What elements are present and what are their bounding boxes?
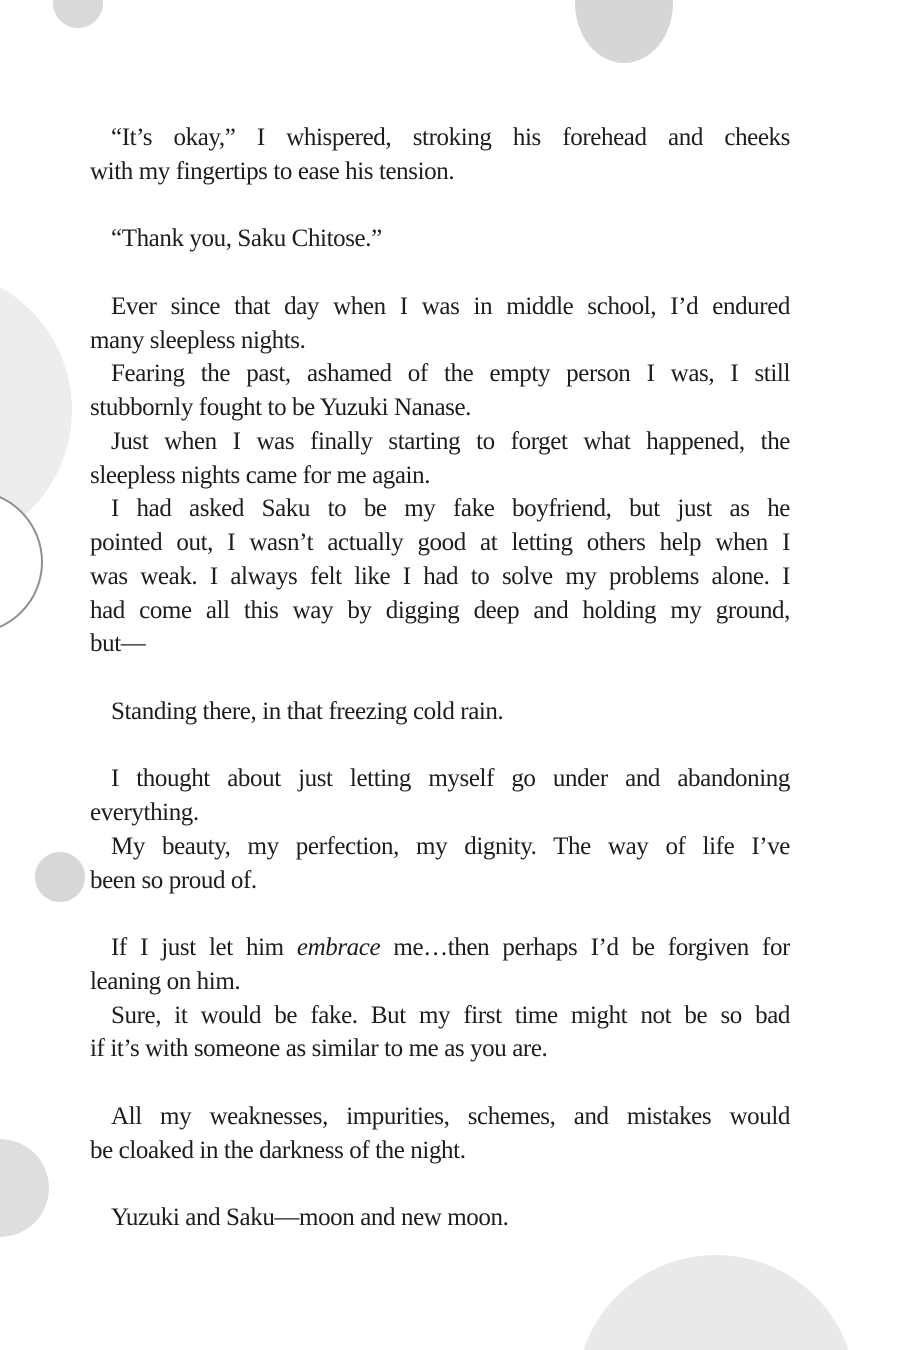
text-line [90, 560, 790, 594]
text-line [90, 222, 790, 256]
paragraph [90, 999, 790, 1067]
paragraph [90, 762, 790, 830]
text-line [90, 290, 790, 324]
text-run: “It’s okay,” I whispered, stroking his forehead and cheeks [111, 124, 790, 151]
text-line [90, 155, 790, 189]
text-line [90, 1100, 790, 1134]
text-run: sleepless nights came for me again. [90, 461, 431, 489]
text-run: everything. [90, 799, 199, 826]
text-line [90, 762, 790, 796]
text-line [90, 425, 790, 459]
text-run: Sure, it would be fake. But my first time might not be so bad [111, 1001, 790, 1029]
text-run: pointed out, I wasn’t actually good at letting others help when I [90, 529, 790, 556]
text-line [90, 1032, 790, 1066]
text-run: stubbornly fought to be Yuzuki Nanase. [90, 394, 472, 421]
text-run: Just when I was finally starting to forget what happened, the [111, 427, 790, 455]
text-run: All my weaknesses, impurities, schemes, and mistakes would [111, 1102, 790, 1130]
text-run: was weak. I always felt like I had to solve my problems alone. I [90, 562, 790, 590]
circle-left-small [35, 852, 85, 902]
text-line [90, 391, 790, 425]
paragraph [90, 425, 790, 493]
text-run: Fearing the past, ashamed of the empty person I was, I still [111, 360, 790, 388]
text-line [90, 999, 790, 1033]
text-run: If I just let him [111, 934, 297, 961]
page-text [90, 121, 790, 1235]
text-line [90, 830, 790, 864]
text-run: Standing there, in that freezing cold rain. [111, 697, 504, 725]
circle-top-left [53, 0, 103, 28]
text-run: I thought about just letting myself go under and abandoning [111, 765, 790, 793]
text-run: I had asked Saku to be my fake boyfriend, but just as he [111, 495, 790, 523]
text-run: Ever since that day when I was in middle school, I’d endured [111, 292, 790, 320]
text-run: had come all this way by digging deep and holding my ground, [90, 596, 790, 624]
text-run: me…then perhaps I’d be forgiven for [380, 934, 790, 961]
text-run: if it’s with someone as similar to me as you are. [90, 1035, 548, 1063]
text-line [90, 526, 790, 560]
italic-text-run: embrace [296, 934, 381, 961]
text-line [90, 864, 790, 898]
text-line [90, 695, 790, 729]
text-run: “Thank you, Saku Chitose.” [111, 225, 382, 253]
text-line [90, 965, 790, 999]
circle-bottom-left [0, 1139, 49, 1237]
text-line [90, 357, 790, 391]
paragraph [90, 492, 790, 661]
text-run: leaning on him. [90, 967, 241, 995]
paragraph [90, 357, 790, 425]
text-run: Yuzuki and Saku—moon and new moon. [111, 1204, 509, 1231]
text-line [90, 627, 790, 661]
text-run: many sleepless nights. [90, 326, 306, 354]
circle-top-right [575, 0, 673, 63]
paragraph [90, 121, 790, 189]
paragraph [90, 1100, 790, 1168]
text-line [90, 121, 790, 155]
text-line [90, 796, 790, 830]
circle-bottom-right [576, 1255, 856, 1350]
text-run: be cloaked in the darkness of the night. [90, 1136, 466, 1164]
text-run: but— [90, 630, 146, 658]
text-line [90, 459, 790, 493]
ring-left [0, 490, 43, 634]
text-run: been so proud of. [90, 866, 257, 894]
paragraph [90, 290, 790, 358]
paragraph [90, 1201, 790, 1235]
text-line [90, 594, 790, 628]
text-run: My beauty, my perfection, my dignity. The way of life I’ve [111, 832, 790, 860]
paragraph [90, 222, 790, 256]
text-line [90, 324, 790, 358]
text-line [90, 931, 790, 965]
text-line [90, 492, 790, 526]
paragraph [90, 830, 790, 898]
text-line [90, 1201, 790, 1235]
paragraph [90, 695, 790, 729]
text-run: with my fingertips to ease his tension. [90, 157, 455, 185]
paragraph [90, 931, 790, 999]
text-line [90, 1134, 790, 1168]
